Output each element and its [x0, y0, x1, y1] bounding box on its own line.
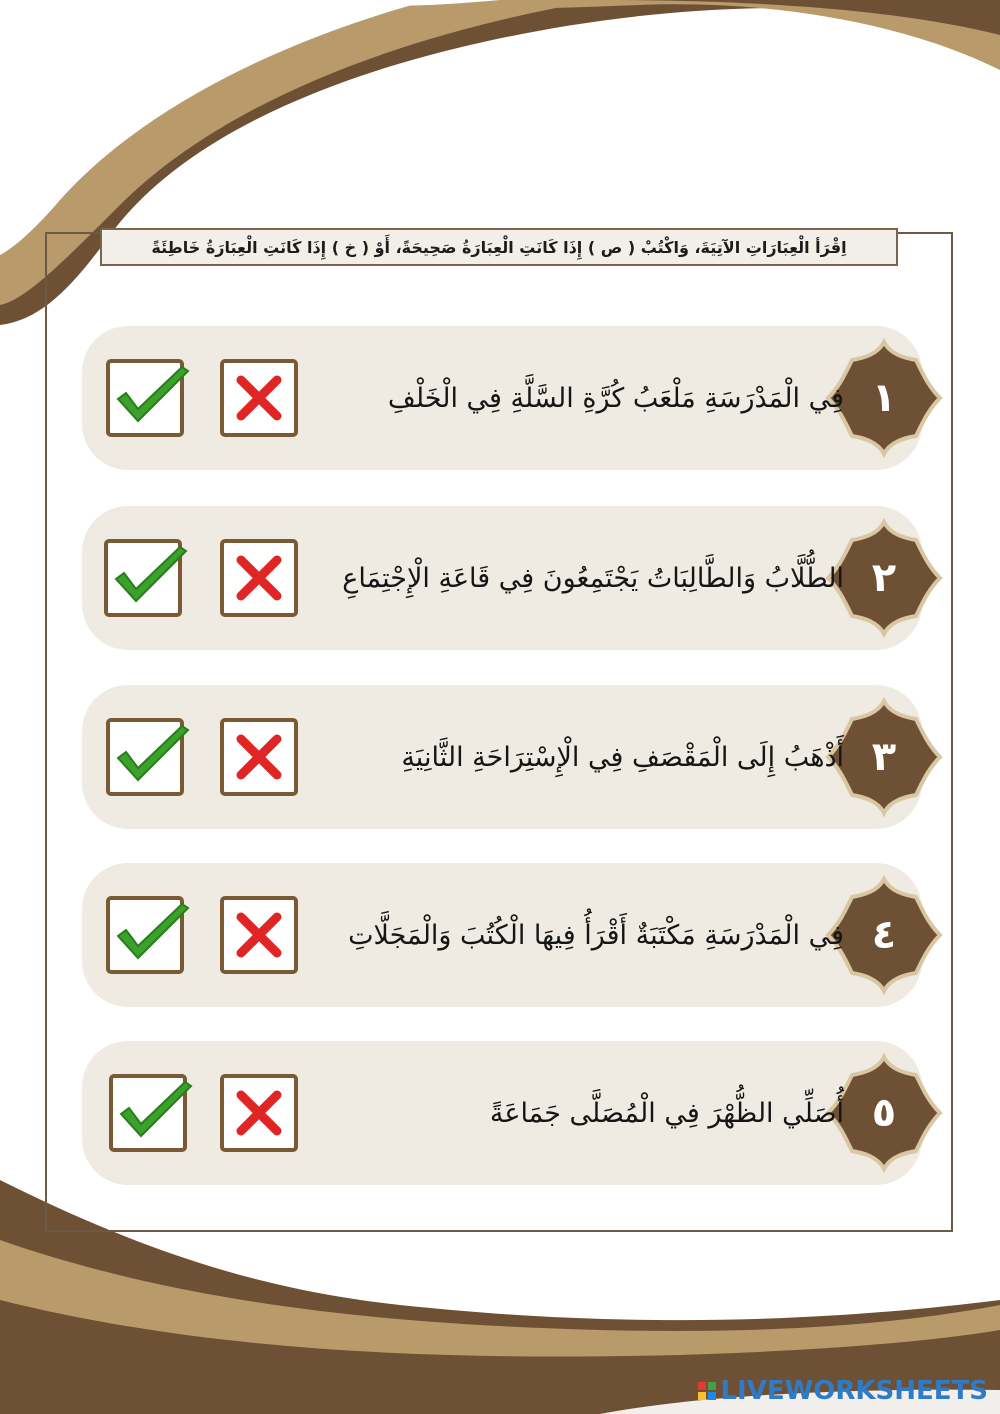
x-mark-icon	[224, 900, 294, 970]
wrong-answer-box-5[interactable]	[220, 1074, 298, 1152]
wrong-answer-box-1[interactable]	[220, 359, 298, 437]
badge-number: ٥	[871, 1090, 897, 1136]
x-mark-icon	[224, 1078, 294, 1148]
correct-answer-box-1[interactable]	[106, 359, 184, 437]
correct-answer-box-3[interactable]	[106, 718, 184, 796]
instruction-text: اِقْرَأ الْعِبَارَاتِ الآتِيَةَ، وَاكْتُبْ ( ص ) إِذَا كَانَتِ الْعِبَارَةُ صَحِيحَةً، أَوْ ( خ ) إِذَا كَانَتِ الْعِبَارَةُ خَاطِئَةً	[151, 237, 847, 257]
statement-row-2	[82, 506, 922, 650]
check-mark-icon	[110, 722, 190, 792]
wrong-answer-box-4[interactable]	[220, 896, 298, 974]
badge-number: ٣	[871, 734, 897, 780]
check-mark-icon	[113, 1078, 193, 1148]
statement-text-1: فِي الْمَدْرَسَةِ مَلْعَبُ كُرَّةِ السَّلَّةِ فِي الْخَلْفِ	[387, 382, 844, 414]
brand-logo-icon	[698, 1382, 716, 1400]
correct-answer-box-4[interactable]	[106, 896, 184, 974]
check-mark-icon	[108, 543, 188, 613]
x-mark-icon	[224, 363, 294, 433]
statement-row-4	[82, 863, 922, 1007]
statement-row-1	[82, 326, 922, 470]
badge-number: ١	[871, 375, 897, 421]
statement-text-2: الطُّلَّابُ وَالطَّالِبَاتُ يَجْتَمِعُونَ فِي قَاعَةِ الْإِجْتِمَاعِ	[342, 562, 844, 594]
check-mark-icon	[110, 900, 190, 970]
wrong-answer-box-2[interactable]	[220, 539, 298, 617]
brand-name: LIVEWORKSHEETS	[720, 1376, 988, 1406]
x-mark-icon	[224, 722, 294, 792]
statement-row-3	[82, 685, 922, 829]
check-mark-icon	[110, 363, 190, 433]
statement-text-5: أُصَلِّي الظُّهْرَ فِي الْمُصَلَّى جَمَاعَةً	[489, 1097, 844, 1129]
badge-number: ٤	[871, 912, 897, 958]
statement-row-5	[82, 1041, 922, 1185]
correct-answer-box-2[interactable]	[104, 539, 182, 617]
correct-answer-box-5[interactable]	[109, 1074, 187, 1152]
liveworksheets-logo	[698, 1376, 988, 1406]
statement-text-3: أَذْهَبُ إِلَى الْمَقْصَفِ فِي الْإِسْتِرَاحَةِ الثَّانِيَةِ	[401, 741, 844, 773]
wrong-answer-box-3[interactable]	[220, 718, 298, 796]
instruction-banner	[100, 228, 898, 266]
badge-number: ٢	[871, 555, 897, 601]
statement-text-4: فِي الْمَدْرَسَةِ مَكْتَبَةٌ أَقْرَأُ فِيهَا الْكُتُبَ وَالْمَجَلَّاتِ	[348, 919, 844, 951]
x-mark-icon	[224, 543, 294, 613]
